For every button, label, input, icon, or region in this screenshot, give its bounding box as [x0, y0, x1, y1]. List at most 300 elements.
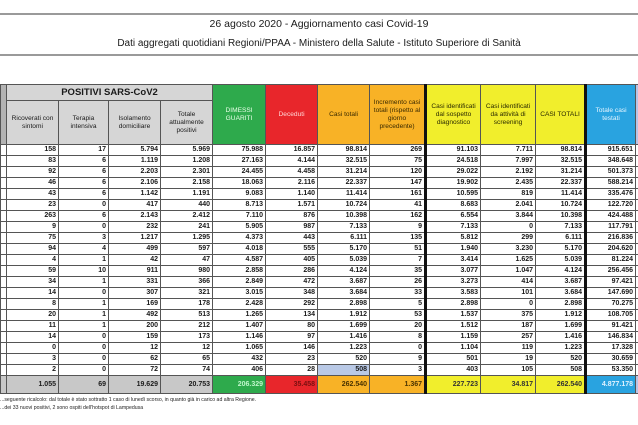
casi-totali-cell: 1.416: [318, 332, 370, 343]
testati-cell: 256.456: [586, 266, 636, 277]
dimessi-cell: 1.407: [213, 321, 266, 332]
isolamento-cell: 2.143: [109, 211, 161, 222]
table-row: [1, 189, 638, 200]
table-row: [1, 321, 638, 332]
ricoverati-cell: 14: [7, 332, 59, 343]
testati-cell: 108.705: [586, 310, 636, 321]
casi-totali-caps-cell: 1.699: [536, 321, 586, 332]
casi-totali-caps-cell: 3.687: [536, 277, 586, 288]
testati-cell: 122.720: [586, 200, 636, 211]
dimessi-cell: 1.265: [213, 310, 266, 321]
isolamento-cell: 72: [109, 365, 161, 376]
casi-totali-cell: 22.337: [318, 178, 370, 189]
table-row: [1, 365, 638, 376]
screening-cell: 7.997: [481, 156, 536, 167]
deceduti-cell: 555: [266, 244, 318, 255]
isolamento-cell: 62: [109, 354, 161, 365]
deceduti-cell: 16.857: [266, 145, 318, 156]
terapia-cell: 1: [59, 299, 109, 310]
table-row: [1, 310, 638, 321]
ricoverati-cell: 4: [7, 255, 59, 266]
footnotes: [0, 396, 256, 412]
casi-totali-caps-cell: 98.814: [536, 145, 586, 156]
testati-total: 4.877.178: [586, 376, 636, 394]
dimessi-cell: 1.146: [213, 332, 266, 343]
totale-positivi-header: Totale attualmente positivi: [161, 101, 213, 145]
totals-row: [1, 376, 638, 394]
screening-cell: 105: [481, 365, 536, 376]
testati-cell: 117.791: [586, 222, 636, 233]
testati-cell: 147.690: [586, 288, 636, 299]
terapia-total: 69: [59, 376, 109, 394]
table-body: [1, 145, 638, 394]
deceduti-cell: 1.571: [266, 200, 318, 211]
isolamento-cell: 159: [109, 332, 161, 343]
screening-cell: 299: [481, 233, 536, 244]
ricoverati-cell: 20: [7, 310, 59, 321]
deceduti-cell: 292: [266, 299, 318, 310]
incremento-cell: 0: [370, 343, 426, 354]
screening-cell: 101: [481, 288, 536, 299]
dimessi-header: DIMESSI GUARITI: [213, 85, 266, 145]
deceduti-cell: 987: [266, 222, 318, 233]
deceduti-cell: 4.458: [266, 167, 318, 178]
casi-totali-cell: 10.724: [318, 200, 370, 211]
terapia-cell: 1: [59, 321, 109, 332]
testati-cell: 70.275: [586, 299, 636, 310]
deceduti-cell: 472: [266, 277, 318, 288]
dimessi-cell: 2.858: [213, 266, 266, 277]
screening-header: Casi identificati da attività di screening: [481, 85, 536, 145]
sospetto-header: Casi identificati dal sospetto diagnostico: [426, 85, 481, 145]
testati-cell: 335.476: [586, 189, 636, 200]
sospetto-cell: 29.022: [426, 167, 481, 178]
sospetto-cell: 8.683: [426, 200, 481, 211]
isolamento-cell: 492: [109, 310, 161, 321]
dimessi-cell: 432: [213, 354, 266, 365]
dimessi-cell: 4.373: [213, 233, 266, 244]
casi-totali-cell: 10.398: [318, 211, 370, 222]
totale-positivi-cell: 980: [161, 266, 213, 277]
totale-positivi-cell: 321: [161, 288, 213, 299]
ricoverati-cell: 158: [7, 145, 59, 156]
terapia-cell: 0: [59, 222, 109, 233]
terapia-cell: 0: [59, 288, 109, 299]
sospetto-cell: 1.512: [426, 321, 481, 332]
deceduti-cell: 4.144: [266, 156, 318, 167]
casi-totali-caps-cell: 4.124: [536, 266, 586, 277]
incremento-cell: 7: [370, 255, 426, 266]
deceduti-cell: 28: [266, 365, 318, 376]
sospetto-cell: 24.518: [426, 156, 481, 167]
bottom-rule: [0, 54, 638, 56]
isolamento-cell: 1.119: [109, 156, 161, 167]
casi-totali-caps-cell: 5.039: [536, 255, 586, 266]
testati-cell: 146.834: [586, 332, 636, 343]
table-row: [1, 266, 638, 277]
casi-totali-caps-cell: 10.724: [536, 200, 586, 211]
isolamento-cell: 5.794: [109, 145, 161, 156]
casi-totali-caps-cell: 10.398: [536, 211, 586, 222]
deceduti-cell: 146: [266, 343, 318, 354]
table-row: [1, 288, 638, 299]
isolamento-cell: 232: [109, 222, 161, 233]
incremento-cell: 20: [370, 321, 426, 332]
sospetto-cell: 1.940: [426, 244, 481, 255]
incremento-cell: 3: [370, 365, 426, 376]
isolamento-cell: 1.217: [109, 233, 161, 244]
ricoverati-cell: 59: [7, 266, 59, 277]
ricoverati-cell: 11: [7, 321, 59, 332]
sospetto-cell: 6.554: [426, 211, 481, 222]
ricoverati-total: 1.055: [7, 376, 59, 394]
ricoverati-cell: 94: [7, 244, 59, 255]
screening-cell: 819: [481, 189, 536, 200]
dimessi-cell: 4.587: [213, 255, 266, 266]
terapia-cell: 0: [59, 365, 109, 376]
casi-totali-cell: 2.898: [318, 299, 370, 310]
casi-totali-cell: 32.515: [318, 156, 370, 167]
deceduti-total: 35.458: [266, 376, 318, 394]
ricoverati-cell: 75: [7, 233, 59, 244]
casi-totali-caps-cell: 22.337: [536, 178, 586, 189]
sospetto-cell: 19.902: [426, 178, 481, 189]
totale-positivi-cell: 597: [161, 244, 213, 255]
casi-totali-cell: 1.223: [318, 343, 370, 354]
terapia-header: Terapia intensiva: [59, 101, 109, 145]
incremento-cell: 9: [370, 354, 426, 365]
dimessi-cell: 2.849: [213, 277, 266, 288]
ricoverati-cell: 9: [7, 222, 59, 233]
ricoverati-cell: 43: [7, 189, 59, 200]
screening-cell: 1.625: [481, 255, 536, 266]
screening-cell: 257: [481, 332, 536, 343]
deceduti-cell: 1.140: [266, 189, 318, 200]
table-row: [1, 354, 638, 365]
screening-cell: 1.047: [481, 266, 536, 277]
casi-totali-caps-cell: 6.111: [536, 233, 586, 244]
terapia-cell: 1: [59, 277, 109, 288]
isolamento-header: Isolamento domiciliare: [109, 101, 161, 145]
sospetto-cell: 1.104: [426, 343, 481, 354]
table-row: [1, 233, 638, 244]
testati-cell: 81.224: [586, 255, 636, 266]
totale-positivi-cell: 2.412: [161, 211, 213, 222]
table-row: [1, 145, 638, 156]
isolamento-cell: 307: [109, 288, 161, 299]
ricoverati-cell: 0: [7, 343, 59, 354]
totale-positivi-cell: 513: [161, 310, 213, 321]
casi-totali-cell: 1.699: [318, 321, 370, 332]
table-row: [1, 156, 638, 167]
table-row: [1, 299, 638, 310]
isolamento-cell: 911: [109, 266, 161, 277]
incremento-cell: 41: [370, 200, 426, 211]
dimessi-cell: 18.063: [213, 178, 266, 189]
deceduti-cell: 134: [266, 310, 318, 321]
casi-totali-caps-cell: 31.214: [536, 167, 586, 178]
totale-positivi-cell: 440: [161, 200, 213, 211]
testati-header: Totale casi testati: [586, 85, 636, 145]
incremento-cell: 9: [370, 222, 426, 233]
footnote: ...dei 33 nuovi positivi, 2 sono ospiti dell'hotspot di Lampedusa: [0, 405, 144, 411]
testati-cell: 30.659: [586, 354, 636, 365]
terapia-cell: 6: [59, 167, 109, 178]
table-row: [1, 332, 638, 343]
incremento-cell: 5: [370, 299, 426, 310]
casi-totali-cell: 5.170: [318, 244, 370, 255]
screening-cell: 3.844: [481, 211, 536, 222]
casi-totali-caps-cell: 32.515: [536, 156, 586, 167]
casi-totali-caps-cell: 11.414: [536, 189, 586, 200]
terapia-cell: 3: [59, 233, 109, 244]
screening-cell: 0: [481, 299, 536, 310]
dimessi-cell: 406: [213, 365, 266, 376]
isolamento-cell: 2.203: [109, 167, 161, 178]
sospetto-cell: 3.583: [426, 288, 481, 299]
incremento-cell: 161: [370, 189, 426, 200]
totale-positivi-total: 20.753: [161, 376, 213, 394]
dimessi-cell: 27.163: [213, 156, 266, 167]
dimessi-cell: 3.015: [213, 288, 266, 299]
casi-totali-cell: 31.214: [318, 167, 370, 178]
totale-positivi-cell: 1.208: [161, 156, 213, 167]
incremento-cell: 120: [370, 167, 426, 178]
isolamento-cell: 417: [109, 200, 161, 211]
screening-cell: 119: [481, 343, 536, 354]
testati-cell: 97.421: [586, 277, 636, 288]
isolamento-cell: 169: [109, 299, 161, 310]
sospetto-cell: 7.133: [426, 222, 481, 233]
dimessi-cell: 2.428: [213, 299, 266, 310]
ricoverati-cell: 23: [7, 200, 59, 211]
sospetto-cell: 3.273: [426, 277, 481, 288]
casi-totali-cell: 6.111: [318, 233, 370, 244]
covid-data-table: [0, 84, 638, 394]
incremento-cell: 8: [370, 332, 426, 343]
screening-cell: 2.041: [481, 200, 536, 211]
dimessi-cell: 75.988: [213, 145, 266, 156]
isolamento-cell: 499: [109, 244, 161, 255]
testati-cell: 216.836: [586, 233, 636, 244]
totale-positivi-cell: 5.969: [161, 145, 213, 156]
screening-cell: 19: [481, 354, 536, 365]
table-row: [1, 222, 638, 233]
screening-total: 34.817: [481, 376, 536, 394]
incremento-cell: 33: [370, 288, 426, 299]
casi-totali-cell: 508: [318, 365, 370, 376]
casi-totali-cell: 1.912: [318, 310, 370, 321]
testati-cell: 91.421: [586, 321, 636, 332]
incremento-cell: 75: [370, 156, 426, 167]
incremento-header: Incremento casi totali (rispetto al giorno precedente): [370, 85, 426, 145]
casi-totali-cell: 98.814: [318, 145, 370, 156]
deceduti-cell: 286: [266, 266, 318, 277]
screening-cell: 2.435: [481, 178, 536, 189]
screening-cell: 2.192: [481, 167, 536, 178]
dimessi-cell: 5.905: [213, 222, 266, 233]
totale-positivi-cell: 1.191: [161, 189, 213, 200]
ricoverati-cell: 14: [7, 288, 59, 299]
dimessi-total: 206.329: [213, 376, 266, 394]
deceduti-cell: 876: [266, 211, 318, 222]
screening-cell: 187: [481, 321, 536, 332]
totale-positivi-cell: 212: [161, 321, 213, 332]
casi-totali-caps-cell: 7.133: [536, 222, 586, 233]
terapia-cell: 6: [59, 211, 109, 222]
casi-totali-cell: 3.687: [318, 277, 370, 288]
terapia-cell: 6: [59, 156, 109, 167]
ricoverati-cell: 83: [7, 156, 59, 167]
casi-totali-cell: 4.124: [318, 266, 370, 277]
terapia-cell: 1: [59, 255, 109, 266]
incremento-cell: 135: [370, 233, 426, 244]
sospetto-cell: 5.812: [426, 233, 481, 244]
ricoverati-cell: 2: [7, 365, 59, 376]
ricoverati-header: Ricoverati con sintomi: [7, 101, 59, 145]
incremento-cell: 147: [370, 178, 426, 189]
isolamento-cell: 42: [109, 255, 161, 266]
ricoverati-cell: 34: [7, 277, 59, 288]
terapia-cell: 6: [59, 178, 109, 189]
incremento-cell: 269: [370, 145, 426, 156]
terapia-cell: 0: [59, 354, 109, 365]
table-row: [1, 343, 638, 354]
casi-totali-cell: 5.039: [318, 255, 370, 266]
table-row: [1, 277, 638, 288]
casi-totali-caps-cell: 2.898: [536, 299, 586, 310]
footnote: ...seguente ricalcolo: dal totale è stato sottratto 1 caso di lunedì scorso, in quanto già in carico ad altra Regione.: [0, 397, 257, 403]
totale-positivi-cell: 74: [161, 365, 213, 376]
deceduti-header: Deceduti: [266, 85, 318, 145]
deceduti-cell: 23: [266, 354, 318, 365]
dimessi-cell: 1.065: [213, 343, 266, 354]
incremento-cell: 162: [370, 211, 426, 222]
totale-positivi-cell: 241: [161, 222, 213, 233]
casi-totali-caps-total: 262.540: [536, 376, 586, 394]
table-row: [1, 244, 638, 255]
table-row: [1, 200, 638, 211]
casi-totali-cell: 7.133: [318, 222, 370, 233]
casi-totali-caps-cell: 1.416: [536, 332, 586, 343]
totale-positivi-cell: 2.301: [161, 167, 213, 178]
screening-cell: 375: [481, 310, 536, 321]
ricoverati-cell: 263: [7, 211, 59, 222]
ricoverati-cell: 46: [7, 178, 59, 189]
dimessi-cell: 8.713: [213, 200, 266, 211]
sospetto-cell: 1.537: [426, 310, 481, 321]
deceduti-cell: 443: [266, 233, 318, 244]
testati-cell: 424.488: [586, 211, 636, 222]
totale-positivi-cell: 47: [161, 255, 213, 266]
sospetto-cell: 2.898: [426, 299, 481, 310]
totale-positivi-cell: 65: [161, 354, 213, 365]
ricoverati-cell: 8: [7, 299, 59, 310]
screening-cell: 3.230: [481, 244, 536, 255]
casi-totali-caps-cell: 1.912: [536, 310, 586, 321]
sospetto-cell: 3.077: [426, 266, 481, 277]
casi-totali-caps-cell: 5.170: [536, 244, 586, 255]
screening-cell: 0: [481, 222, 536, 233]
deceduti-cell: 80: [266, 321, 318, 332]
sospetto-cell: 10.595: [426, 189, 481, 200]
deceduti-cell: 97: [266, 332, 318, 343]
casi-totali-caps-header: CASI TOTALI: [536, 85, 586, 145]
screening-cell: 7.711: [481, 145, 536, 156]
testati-cell: 204.620: [586, 244, 636, 255]
sospetto-cell: 501: [426, 354, 481, 365]
terapia-cell: 17: [59, 145, 109, 156]
terapia-cell: 0: [59, 200, 109, 211]
testati-cell: 53.350: [586, 365, 636, 376]
testati-cell: 348.648: [586, 156, 636, 167]
terapia-cell: 0: [59, 343, 109, 354]
terapia-cell: 10: [59, 266, 109, 277]
dimessi-cell: 4.018: [213, 244, 266, 255]
ricoverati-cell: 3: [7, 354, 59, 365]
isolamento-cell: 2.106: [109, 178, 161, 189]
casi-totali-cell: 3.684: [318, 288, 370, 299]
incremento-total: 1.367: [370, 376, 426, 394]
terapia-cell: 4: [59, 244, 109, 255]
positivi-group-header: POSITIVI SARS-CoV2: [7, 85, 213, 101]
screening-cell: 414: [481, 277, 536, 288]
dimessi-cell: 9.083: [213, 189, 266, 200]
sospetto-cell: 91.103: [426, 145, 481, 156]
sospetto-cell: 403: [426, 365, 481, 376]
terapia-cell: 6: [59, 189, 109, 200]
page-title: 26 agosto 2020 - Aggiornamento casi Covid-19: [209, 18, 429, 30]
totale-positivi-cell: 1.295: [161, 233, 213, 244]
deceduti-cell: 405: [266, 255, 318, 266]
sospetto-cell: 3.414: [426, 255, 481, 266]
totale-positivi-cell: 173: [161, 332, 213, 343]
top-rule: [0, 13, 638, 15]
isolamento-total: 19.629: [109, 376, 161, 394]
deceduti-cell: 348: [266, 288, 318, 299]
totale-positivi-cell: 12: [161, 343, 213, 354]
casi-totali-caps-cell: 1.223: [536, 343, 586, 354]
table-row: [1, 178, 638, 189]
dimessi-cell: 24.455: [213, 167, 266, 178]
casi-totali-caps-cell: 520: [536, 354, 586, 365]
deceduti-cell: 2.116: [266, 178, 318, 189]
totale-positivi-cell: 366: [161, 277, 213, 288]
testati-cell: 588.214: [586, 178, 636, 189]
testati-cell: 915.651: [586, 145, 636, 156]
casi-totali-cell: 11.414: [318, 189, 370, 200]
casi-totali-total: 262.540: [318, 376, 370, 394]
page-subtitle: Dati aggregati quotidiani Regioni/PPAA - Ministero della Salute - Istituto Superiore di Sanità: [117, 38, 521, 49]
incremento-cell: 51: [370, 244, 426, 255]
totale-positivi-cell: 2.158: [161, 178, 213, 189]
table-row: [1, 167, 638, 178]
ricoverati-cell: 92: [7, 167, 59, 178]
incremento-cell: 26: [370, 277, 426, 288]
terapia-cell: 0: [59, 332, 109, 343]
casi-totali-caps-cell: 508: [536, 365, 586, 376]
casi-totali-caps-cell: 3.684: [536, 288, 586, 299]
sospetto-total: 227.723: [426, 376, 481, 394]
isolamento-cell: 1.142: [109, 189, 161, 200]
dimessi-cell: 7.110: [213, 211, 266, 222]
table-row: [1, 211, 638, 222]
table-row: [1, 255, 638, 266]
isolamento-cell: 331: [109, 277, 161, 288]
terapia-cell: 1: [59, 310, 109, 321]
totale-positivi-cell: 178: [161, 299, 213, 310]
testati-cell: 501.373: [586, 167, 636, 178]
